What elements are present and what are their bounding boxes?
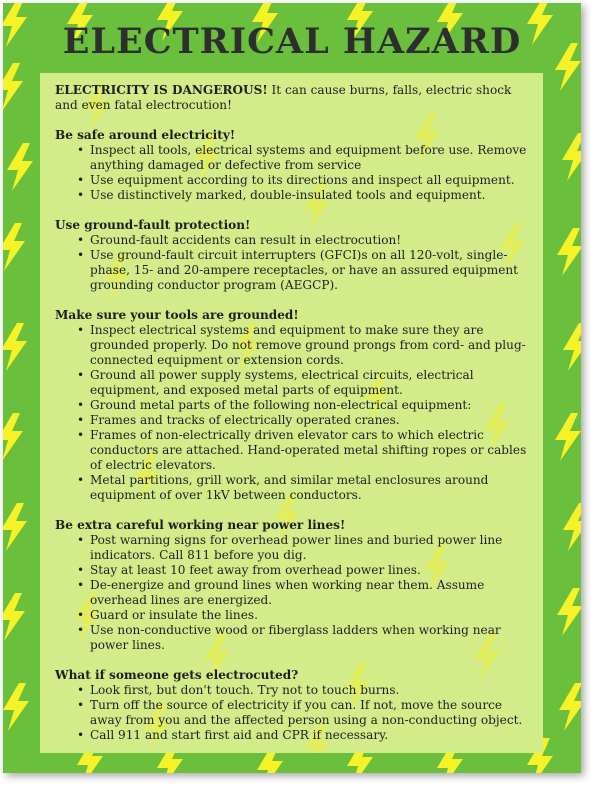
intro-lead: ELECTRICITY IS DANGEROUS! — [55, 83, 268, 97]
section-someone-electrocuted — [55, 668, 529, 743]
list-item: • Turn off the source of electricity if you can. If not, move the source away from you and the affected person using a non-conducting object. — [77, 698, 529, 728]
list-item: • Use non-conductive wood or fiberglass ladders when working near power lines. — [77, 623, 529, 653]
lightning-bolt-icon — [3, 223, 29, 271]
lightning-bolt-icon — [555, 683, 581, 731]
lightning-bolt-icon — [553, 588, 581, 636]
section-heading: Be extra careful working near power lines! — [55, 518, 346, 532]
section-tools-grounded — [55, 308, 529, 503]
list-item: • Ground metal parts of the following non-electrical equipment: — [77, 398, 529, 413]
lightning-bolt-icon — [551, 413, 581, 461]
section-heading: What if someone gets electrocuted? — [55, 668, 299, 682]
list-item: • Use ground-fault circuit interrupters (GFCI)s on all 120-volt, single-phase, 15- and 20-ampere receptacles, or have an assured equipment grounding conductor program (AEGCP). — [77, 248, 529, 293]
list-item: • Frames of non-electrically driven elevator cars to which electric conductors are attached. Hand-operated metal shifting ropes or cables of electric elevators. — [77, 428, 529, 473]
intro-paragraph — [55, 83, 529, 113]
lightning-bolt-icon — [558, 133, 581, 181]
list-item: • Inspect all tools, electrical systems and equipment before use. Remove anything damaged or defective from service — [77, 143, 529, 173]
list-item: • De-energize and ground lines when working near them. Assume overhead lines are energized. — [77, 578, 529, 608]
list-item: • Use distinctively marked, double-insulated tools and equipment. — [77, 188, 529, 203]
intro-text: It can cause burns, falls, electric shock and even fatal electrocution! — [55, 83, 512, 112]
bullet-list — [55, 233, 529, 293]
list-item: • Metal partitions, grill work, and similar metal enclosures around equipment of over 1kV between conductors. — [77, 473, 529, 503]
lightning-bolt-icon — [3, 413, 27, 461]
list-item: • Stay at least 10 feet away from overhead power lines. — [77, 563, 529, 578]
list-item: • Use equipment according to its directions and inspect all equipment. — [77, 173, 529, 188]
bullet-list — [55, 143, 529, 203]
section-ground-fault-protection — [55, 218, 529, 293]
lightning-bolt-icon — [3, 683, 33, 731]
lightning-bolt-icon — [559, 323, 581, 371]
list-item: • Look first, but don't touch. Try not to touch burns. — [77, 683, 529, 698]
lightning-bolt-icon — [553, 228, 581, 276]
section-power-lines — [55, 518, 529, 653]
content-panel — [40, 73, 543, 753]
section-safe-around-electricity — [55, 128, 529, 203]
section-heading: Be safe around electricity! — [55, 128, 236, 142]
list-item: • Inspect electrical systems and equipment to make sure they are grounded properly. Do not remove ground prongs from cord- and plug-connected equipment or extension cords. — [77, 323, 529, 368]
list-item: • Ground-fault accidents can result in electrocution! — [77, 233, 529, 248]
lightning-bolt-icon — [3, 323, 31, 371]
list-item: • Ground all power supply systems, electrical circuits, electrical equipment, and exposed metal parts of equipment. — [77, 368, 529, 398]
list-item: • Post warning signs for overhead power lines and buried power line indicators. Call 811 before you dig. — [77, 533, 529, 563]
lightning-bolt-icon — [3, 143, 37, 191]
lightning-bolt-icon — [3, 593, 29, 641]
lightning-bolt-icon — [3, 63, 27, 111]
bullet-list — [55, 683, 529, 743]
list-item: • Call 911 and start first aid and CPR if necessary. — [77, 728, 529, 743]
section-heading: Use ground-fault protection! — [55, 218, 251, 232]
list-item: • Guard or insulate the lines. — [77, 608, 529, 623]
bullet-list — [55, 533, 529, 653]
lightning-bolt-icon — [3, 503, 31, 551]
poster — [3, 3, 581, 773]
lightning-bolt-icon — [559, 503, 581, 551]
poster-title: ELECTRICAL HAZARD — [62, 21, 522, 62]
list-item: • Frames and tracks of electrically operated cranes. — [77, 413, 529, 428]
section-heading: Make sure your tools are grounded! — [55, 308, 299, 322]
bullet-list — [55, 323, 529, 503]
